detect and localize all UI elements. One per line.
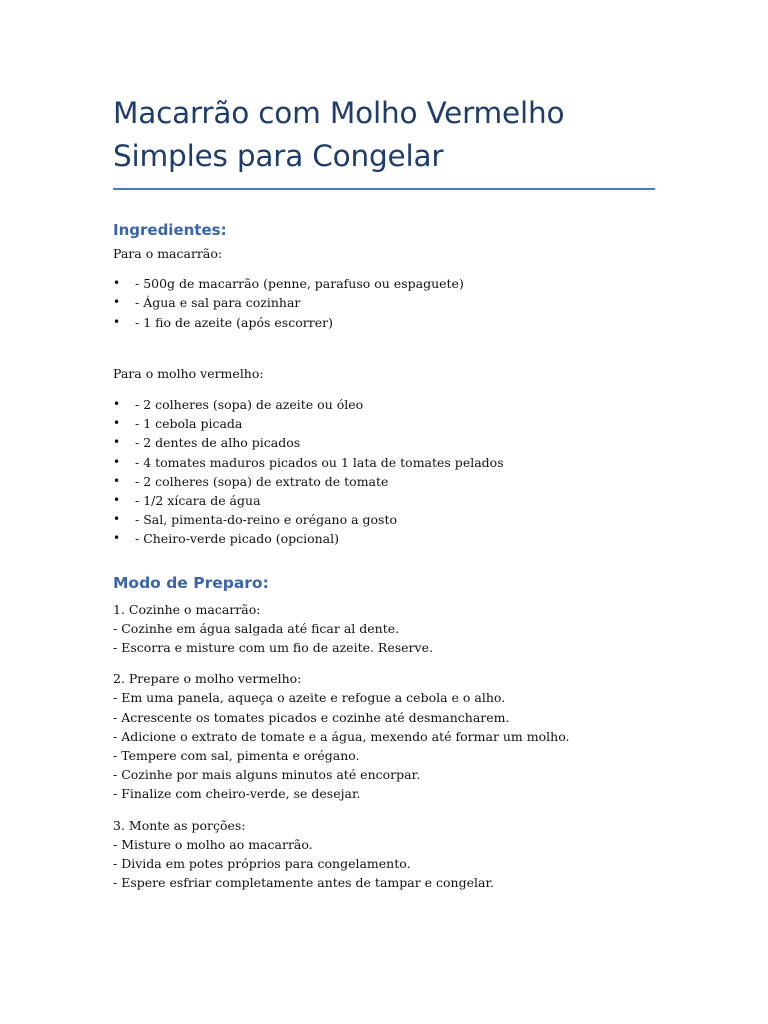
bullet-icon: • (113, 493, 121, 508)
step-line: - Cozinhe por mais alguns minutos até encorpar. (113, 767, 421, 783)
step-line: - Divida em potes próprios para congelamento. (113, 856, 411, 872)
list-item (113, 433, 655, 452)
step-line: - Acrescente os tomates picados e cozinhe até desmancharem. (113, 709, 510, 725)
bullet-icon: • (113, 531, 121, 546)
step-line: - Espere esfriar completamente antes de tampar e congelar. (113, 875, 495, 891)
ingredient-text: - 4 tomates maduros picados ou 1 lata de tomates pelados (135, 454, 504, 470)
ingredient-text: - 2 colheres (sopa) de extrato de tomate (135, 473, 389, 489)
title-line-1: Macarrão com Molho Vermelho (113, 96, 565, 130)
ingredient-text: - 1/2 xícara de água (135, 493, 261, 509)
bullet-icon: • (113, 512, 121, 527)
bullet-icon: • (113, 314, 121, 329)
step-line: - Misture o molho ao macarrão. (113, 836, 313, 852)
list-item (113, 313, 655, 332)
bullet-icon: • (113, 397, 121, 412)
bullet-icon: • (113, 435, 121, 450)
method-steps (113, 600, 655, 893)
bullet-icon: • (113, 454, 121, 469)
step-line: - Finalize com cheiro-verde, se desejar. (113, 786, 361, 802)
list-item (113, 472, 655, 491)
sauce-ingredients-list (113, 395, 655, 549)
list-item (113, 453, 655, 472)
step-line: - Escorra e misture com um fio de azeite. Reserve. (113, 640, 433, 656)
title-line-2: Simples para Congelar (113, 139, 444, 173)
sauce-subheading: Para o molho vermelho: (113, 365, 264, 381)
document-title (113, 92, 655, 178)
step-line: - Cozinhe em água salgada até ficar al dente. (113, 620, 400, 636)
bullet-icon: • (113, 295, 121, 310)
ingredient-text: - Cheiro-verde picado (opcional) (135, 531, 339, 547)
list-item (113, 395, 655, 414)
bullet-icon: • (113, 473, 121, 488)
step-title: 1. Cozinhe o macarrão: (113, 601, 261, 617)
ingredient-text: - 500g de macarrão (penne, parafuso ou espaguete) (135, 276, 464, 292)
method-heading: Modo de Preparo: (113, 573, 269, 592)
step-title: 2. Prepare o molho vermelho: (113, 671, 302, 687)
step-line: - Adicione o extrato de tomate e a água, mexendo até formar um molho. (113, 728, 570, 744)
document-page (113, 92, 655, 892)
pasta-subheading: Para o macarrão: (113, 246, 223, 261)
list-item (113, 510, 655, 529)
bullet-icon: • (113, 276, 121, 291)
list-item (113, 274, 655, 293)
ingredient-text: - Sal, pimenta-do-reino e orégano a gosto (135, 512, 398, 528)
ingredient-text: - Água e sal para cozinhar (135, 295, 301, 311)
title-underline-divider (113, 188, 655, 190)
step-line: - Em uma panela, aqueça o azeite e refogue a cebola e o alho. (113, 690, 506, 706)
list-item (113, 414, 655, 433)
ingredient-text: - 1 fio de azeite (após escorrer) (135, 314, 333, 330)
bullet-icon: • (113, 416, 121, 431)
step-title: 3. Monte as porções: (113, 817, 246, 833)
pasta-ingredients-list (113, 274, 655, 332)
ingredient-text: - 2 dentes de alho picados (135, 435, 301, 451)
list-item (113, 529, 655, 548)
list-item (113, 293, 655, 312)
step-3 (113, 816, 655, 893)
ingredient-text: - 2 colheres (sopa) de azeite ou óleo (135, 397, 364, 413)
list-item (113, 491, 655, 510)
ingredients-heading: Ingredientes: (113, 221, 227, 239)
ingredient-text: - 1 cebola picada (135, 416, 243, 432)
step-1 (113, 600, 655, 658)
step-2 (113, 669, 655, 803)
step-line: - Tempere com sal, pimenta e orégano. (113, 748, 360, 764)
